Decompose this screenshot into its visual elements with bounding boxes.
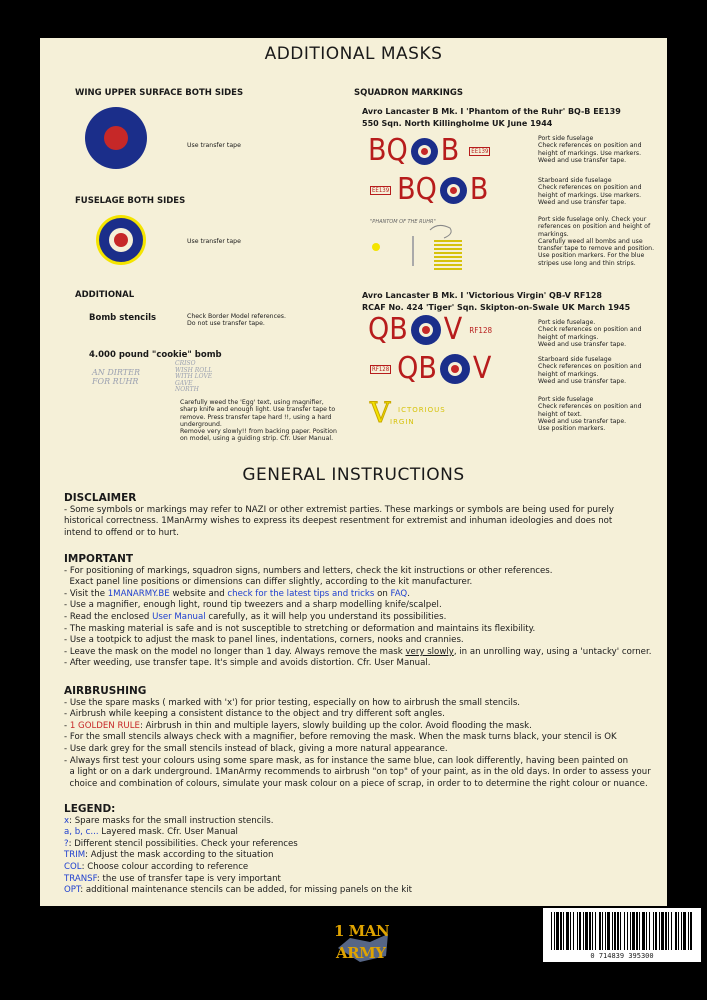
bomb-stencils-note: Check Border Model references. Do not use transfer tape.: [187, 313, 286, 328]
aircraft2-note1: Port side fuselage. Check references on position and height of markings. Weed and use transfer tape.: [538, 319, 642, 348]
aircraft1-note2: Starboard side fuselage Check references on position and height of markings. Use markers. Weed and use transfer tape.: [538, 177, 642, 206]
airbrushing-line: - Airbrush while keeping a consistent distance to the object and try different soft angles.: [64, 709, 445, 720]
legend-item: OPT: additional maintenance stencils can be added, for missing panels on the kit: [64, 885, 412, 896]
code-letter: B: [469, 172, 489, 207]
important-heading: IMPORTANT: [64, 553, 134, 565]
mini-roundel: [440, 354, 470, 384]
airbrushing-line: - Use dark grey for the small stencils instead of black, giving a more natural appearance.: [64, 743, 448, 754]
legend-section: [64, 804, 654, 897]
cookie-stencil-text-1: AN DIRTER FOR RUHR: [92, 368, 140, 386]
user-manual-link[interactable]: User Manual: [152, 611, 206, 622]
squadron-heading: SQUADRON MARKINGS: [354, 88, 464, 98]
code-letter: V: [443, 312, 463, 347]
code-letters: QB: [368, 312, 408, 347]
aircraft1-starboard-code: [368, 172, 489, 207]
legend-item: TRANSF: the use of transfer tape is very important: [64, 873, 281, 884]
barcode-number: 0 714839 395300: [590, 952, 654, 960]
legend-heading: LEGEND:: [64, 803, 116, 815]
fuselage-note: Use transfer tape: [187, 238, 241, 245]
logo-icon: [330, 912, 396, 972]
barcode: [543, 908, 701, 962]
code-letter: V: [472, 351, 492, 386]
legend-item: x: Spare masks for the small instruction stencils.: [64, 815, 274, 826]
code-letters: QB: [397, 351, 437, 386]
aircraft2-title: Avro Lancaster B Mk. I 'Victorious Virgin' QB-V RF128: [362, 291, 602, 300]
airbrushing-line: - For the small stencils always check with a magnifier, before removing the mask. When the mask turns black, your stencil is OK: [64, 732, 617, 743]
aircraft2-note3: Port side fuselage Check references on position and height of text. Weed and use transfer tape. Use position markers.: [538, 396, 642, 433]
code-letter: B: [440, 133, 460, 168]
wing-roundel: [85, 107, 147, 169]
tips-link[interactable]: check for the latest tips and tricks: [227, 588, 375, 599]
aircraft1-note3: Port side fuselage only. Check your references on position and height of markings. Carefully weed all bombs and use transfer tape to remove and position. Use position markers. For the blue stripes use long and thin strips.: [538, 216, 655, 267]
airbrushing-line: - 1 GOLDEN RULE: Airbrush in thin and multiple layers, slowly building up the color. Avoid flooding the mask.: [64, 720, 532, 731]
aircraft1-nose-art: [368, 214, 468, 274]
serial: EE139: [372, 186, 390, 194]
golden-rule: 1 GOLDEN RULE: [69, 720, 140, 731]
airbrushing-line: a light or on a dark underground. 1ManArmy recommends to airbrush "on top" of your paint, as in the old days. In order to assess your: [64, 767, 651, 778]
serial: RF128: [469, 325, 493, 335]
one-man-army-logo: 1 MAN ARMY: [330, 912, 396, 972]
aircraft2-note2: Starboard side fuselage Check references on position and height of markings. Weed and use transfer tape.: [538, 356, 642, 385]
aircraft1-port-code: [368, 133, 492, 168]
serial: EE139: [471, 147, 489, 155]
disclaimer-section: [64, 493, 654, 539]
aircraft1-subtitle: 550 Sqn. North Killingholme UK June 1944: [362, 119, 553, 128]
cookie-note: Carefully weed the 'Egg' text, using magnifier, sharp knife and enough light. Use transfer tape to remove. Press transfer tape hard !!, using a hard underground. Remove very slowly!! from backing paper. Position on model, using a guiding strip. Cfr. User Manual.: [180, 399, 337, 443]
airbrushing-line: choice and combination of colours, simulate your mask colour on a piece of scrap, in order to to determine the right colour or nuance.: [64, 778, 648, 789]
important-line: - For positioning of markings, squadron signs, numbers and letters, check the kit instructions or other references.: [64, 565, 553, 576]
website-link[interactable]: 1MANARMY.BE: [107, 588, 170, 599]
mini-roundel: [411, 138, 438, 165]
wing-note: Use transfer tape: [187, 142, 241, 149]
mini-roundel: [411, 315, 441, 345]
important-line: - Read the enclosed User Manual carefully, as it will help you understand its possibilities.: [64, 611, 447, 622]
additional-masks-title: ADDITIONAL MASKS: [264, 44, 443, 64]
aircraft1-nose-text: "PHANTOM OF THE RUHR": [370, 219, 436, 225]
important-section: [64, 554, 654, 670]
fuselage-heading: FUSELAGE BOTH SIDES: [75, 196, 186, 206]
barcode-bars: [543, 908, 701, 954]
disclaimer-text: - Some symbols or markings may refer to NAZI or other extremist parties. These markings or symbols are being used for purely historical correctness. 1ManArmy wishes to express its deepest resentment for extremist and inhuman ideologies and does not intend to offend or to hurt.: [64, 504, 615, 538]
legend-item: COL: Choose colour according to reference: [64, 861, 249, 872]
faq-link[interactable]: FAQ: [390, 588, 408, 599]
cookie-bomb-label: 4.000 pound "cookie" bomb: [89, 350, 222, 360]
cookie-stencil-text-2: CRISO WISH ROLL WITH LOVE GAVE NORTH: [175, 360, 213, 393]
wing-heading: WING UPPER SURFACE BOTH SIDES: [75, 88, 244, 98]
important-line: - Use a magnifier, enough light, round tip tweezers and a sharp modelling knife/scalpel.: [64, 600, 442, 611]
important-line: Exact panel line positions or dimensions can differ slightly, according to the kit manufacturer.: [64, 577, 473, 588]
airbrushing-heading: AIRBRUSHING: [64, 685, 147, 697]
code-letters: BQ: [368, 133, 408, 168]
aircraft1-note1: Port side fuselage Check references on position and height of markings. Use markers. Weed and use transfer tape.: [538, 135, 642, 164]
legend-item: a, b, c... Layered mask. Cfr. User Manual: [64, 827, 238, 838]
aircraft1-title: Avro Lancaster B Mk. I 'Phantom of the Ruhr' BQ-B EE139: [362, 107, 621, 116]
disclaimer-heading: DISCLAIMER: [64, 492, 137, 504]
instruction-sheet: ADDITIONAL MASKS WING UPPER SURFACE BOTH SIDES Use transfer tape FUSELAGE BOTH SIDES Use transfer tape ADDITIONAL Bomb stencils Check Border Model references. Do not use transfer tape. 4.000 pound "cookie" bomb AN DIRTER FOR RUHR CRISO WISH ROLL WITH LOVE GAVE NORTH Carefully weed the 'Egg' text, using magnifier, sharp knife and enough light. Use transfer tape to remove. Press transfer tape hard !!, using a hard underground. Remove very slowly!! from backing paper. Position on model, using a guiding strip. Cfr. User Manual. SQUADRON MARKINGS Avro Lancaster B Mk. I 'Phantom of the Ruhr' BQ-B EE139 550 Sqn. North Killingholme UK June 1944 BQ B EE139 Port side fuselage Check references on position and height of markings. Use markers. Weed and use transfer tape. EE139 BQ B Starboard side fuselage Check references on position and height of markings. Use markers. Weed and use transfer tape. "PHANTOM OF THE RUHR" Port side fuselage only. Check your references on position and height of markings. Carefully weed all bombs and use transfer tape to remove and position. Use position markers. For the blue stripes use long and thin strips. Avro Lancaster B Mk. I 'Victorious Virgin' QB-V RF128 RCAF No. 424 'Tiger' Sqn. Skipton-on-Swale UK March 1945 QB V RF128 Port side fuselage. Check references on position and height of markings. Weed and use transfer tape. RF128 QB V Starboard side fuselage Check references on position and height of markings. Weed and use transfer tape. V ICTORIOUS IRGIN Port side fuselage Check references on position and height of text. Weed and use transfer tape. Use position markers. GENERAL INSTRUCTIONS DISCLAIMER - Some symbols or markings may refer to NAZI or other extremist parties. These markings or symbols are being used for purely historical correctness. 1ManArmy wishes to express its deepest resentment for extremist and inhuman ideologies and does not intend to offend or to hurt. IMPORTANT - For positioning of markings, squadron signs, numbers and letters, check the kit instructions or other references. Exact panel line positions or dimensions can differ slightly, according to the kit manufacturer. - Visit the 1MANARMY.BE website and check for the latest tips and tricks on FAQ. - Use a magnifier, enough light, round tip tweezers and a sharp modelling knife/scalpel. - Read the enclosed User Manual carefully, as it will help you understand its possibilities. - The masking material is safe and is not susceptible to stretching or deformation and maintains its flexibility. - Use a tootpick to adjust the mask to panel lines, indentations, corners, nooks and crannies. - Leave the mask on the model no longer than 1 day. Always remove the mask very slowly, in an unrolling way, using a 'untacky' corner. - After weeding, use transfer tape. It's simple and avoids distortion. Cfr. User Manual. AIRBRUSHING - Use the spare masks ( marked with 'x') for prior testing, especially on how to airbrush the small stencils. - Airbrush while keeping a consistent distance to the object and try different soft angles. - 1 GOLDEN RULE: Airbrush in thin and multiple layers, slowly building up the color. Avoid flooding the mask. - For the small stencils always check with a magnifier, before removing the mask. When the mask turns black, your stencil is OK - Use dark grey for the small stencils instead of black, giving a more natural appearance. - Always first test your colours using some spare mask, as for instance the same blue, can look differently, having been painted on a light or on a dark underground. 1ManArmy recommends to airbrush "on top" of your paint, as in the old days. In order to assess your choice and combination of colours, simulate your mask colour on a piece of scrap, in order to to determine the right colour or nuance. LEGEND: x: Spare masks for the small instruction stencils. a, b, c... Layered mask. Cfr. User Manual ?: Different stencil possibilities. Check your references TRIM: Adjust the mask according to the situation COL: Choose colour according to reference TRANSF: the use of transfer tape is very important OPT: additional maintenance stencils can be added, for missing panels on the kit: [40, 38, 667, 906]
important-line: - After weeding, use transfer tape. It's simple and avoids distortion. Cfr. User Manual.: [64, 658, 431, 669]
serial: RF128: [372, 365, 390, 373]
aircraft2-starboard-code: [368, 351, 492, 386]
legend-item: ?: Different stencil possibilities. Check your references: [64, 838, 298, 849]
general-instructions-title: GENERAL INSTRUCTIONS: [242, 465, 465, 485]
additional-heading: ADDITIONAL: [75, 290, 135, 300]
code-letters: BQ: [397, 172, 437, 207]
airbrushing-line: - Always first test your colours using some spare mask, as for instance the same blue, can look differently, having been painted on: [64, 755, 629, 766]
aircraft2-subtitle: RCAF No. 424 'Tiger' Sqn. Skipton-on-Swale UK March 1945: [362, 303, 631, 312]
fuselage-roundel: [96, 215, 146, 265]
airbrushing-line: - Use the spare masks ( marked with 'x') for prior testing, especially on how to airbrush the small stencils.: [64, 697, 521, 708]
important-line: - Visit the 1MANARMY.BE website and check for the latest tips and tricks on FAQ.: [64, 588, 410, 599]
mini-roundel: [440, 177, 467, 204]
legend-item: TRIM: Adjust the mask according to the situation: [64, 850, 274, 861]
important-line: - Use a tootpick to adjust the mask to panel lines, indentations, corners, nooks and crannies.: [64, 635, 464, 646]
important-line: - Leave the mask on the model no longer than 1 day. Always remove the mask very slowly, in an unrolling way, using a 'untacky' corner.: [64, 646, 652, 657]
airbrushing-section: [64, 686, 654, 790]
bomb-stencils-label: Bomb stencils: [89, 313, 157, 323]
important-line: - The masking material is safe and is not susceptible to stretching or deformation and maintains its flexibility.: [64, 623, 536, 634]
aircraft2-port-code: [368, 312, 495, 347]
